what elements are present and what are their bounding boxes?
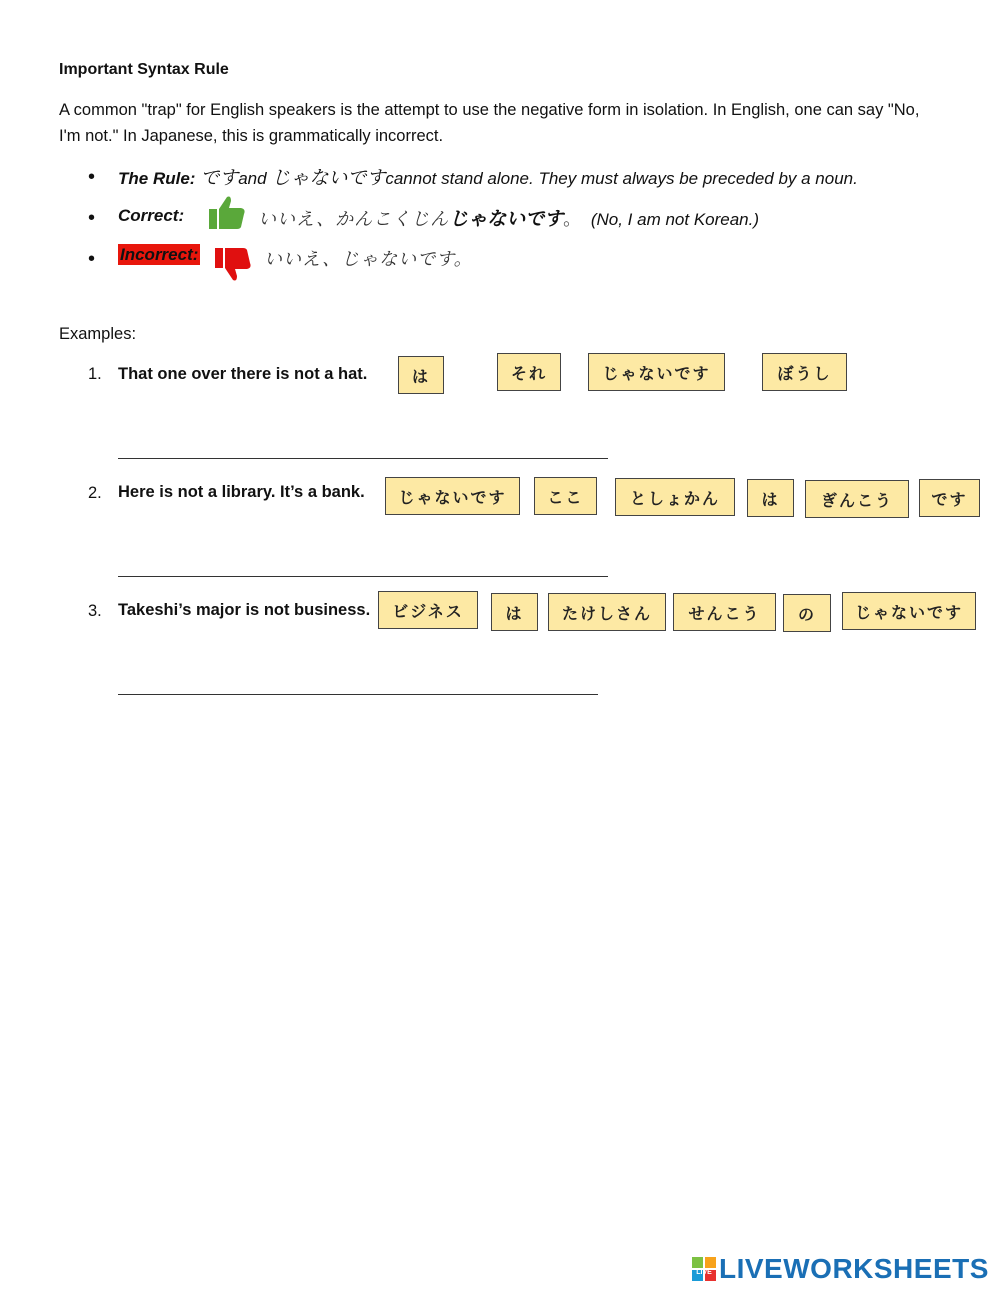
word-tile[interactable]: せんこう <box>673 593 776 631</box>
word-tile[interactable]: は <box>491 593 538 631</box>
word-tile[interactable]: じゃないです <box>842 592 976 630</box>
example-sentence: Takeshi’s major is not business. <box>118 601 371 619</box>
correct-label-wrap <box>118 206 184 226</box>
example-sentence: Here is not a library. It’s a bank. <box>118 483 365 501</box>
word-tile[interactable]: じゃないです <box>588 353 725 391</box>
liveworksheets-mark-icon <box>692 1257 716 1281</box>
example-number: 1. <box>88 365 102 383</box>
incorrect-jp: いいえ、じゃないです。 <box>264 249 473 270</box>
logo-mark-text: LIVE <box>696 1269 712 1276</box>
bullet-dot: • <box>88 248 96 270</box>
answer-line[interactable] <box>118 694 598 695</box>
rule-label: The Rule: <box>118 169 196 188</box>
answer-line[interactable] <box>118 576 608 577</box>
example-number: 3. <box>88 602 102 620</box>
answer-line[interactable] <box>118 458 608 459</box>
correct-jp-plain: いいえ、かんこくじん <box>258 209 450 230</box>
word-tile[interactable]: じゃないです <box>385 477 520 515</box>
word-tile[interactable]: ここ <box>534 477 597 515</box>
rule-and: and <box>238 169 267 188</box>
word-tile[interactable]: ぼうし <box>762 353 847 391</box>
correct-example <box>258 204 759 231</box>
incorrect-example <box>264 245 473 271</box>
rule-text: cannot stand alone. They must always be preceded by a noun. <box>385 169 858 188</box>
word-tile[interactable]: は <box>747 479 794 517</box>
bullet-dot: • <box>88 207 96 229</box>
word-tile[interactable]: は <box>398 356 444 394</box>
example-number: 2. <box>88 484 102 502</box>
rule-jp-janaidesu: じゃないです <box>271 167 386 189</box>
example-sentence: That one over there is not a hat. <box>118 365 368 383</box>
word-tile[interactable]: としょかん <box>615 478 735 516</box>
correct-translation: (No, I am not Korean.) <box>590 210 760 229</box>
rule-line <box>118 163 858 190</box>
liveworksheets-logo <box>692 1254 989 1284</box>
word-tile[interactable]: それ <box>497 353 561 391</box>
correct-label: Correct: <box>118 206 185 225</box>
rule-jp-desu: です <box>200 167 239 189</box>
examples-label: Examples: <box>59 325 137 343</box>
word-tile[interactable]: ビジネス <box>378 591 478 629</box>
bullet-dot: • <box>88 166 96 188</box>
incorrect-label: Incorrect: <box>120 245 199 264</box>
incorrect-label-wrap <box>118 245 200 265</box>
correct-jp-bold: じゃないです <box>449 208 564 230</box>
word-tile[interactable]: たけしさん <box>548 593 666 631</box>
logo-text: LIVEWORKSHEETS <box>719 1253 989 1284</box>
word-tile[interactable]: の <box>783 594 831 632</box>
thumbs-up-icon <box>207 195 247 231</box>
word-tile[interactable]: ぎんこう <box>805 480 909 518</box>
intro-paragraph: A common "trap" for English speakers is the attempt to use the negative form in isolation. In English, one can say "No, I'm not." In Japanese, this is grammatically incorrect. <box>59 101 920 145</box>
section-title: Important Syntax Rule <box>59 61 229 78</box>
correct-jp-end: 。 <box>563 209 583 230</box>
thumbs-down-icon <box>213 246 253 282</box>
word-tile[interactable]: です <box>919 479 980 517</box>
